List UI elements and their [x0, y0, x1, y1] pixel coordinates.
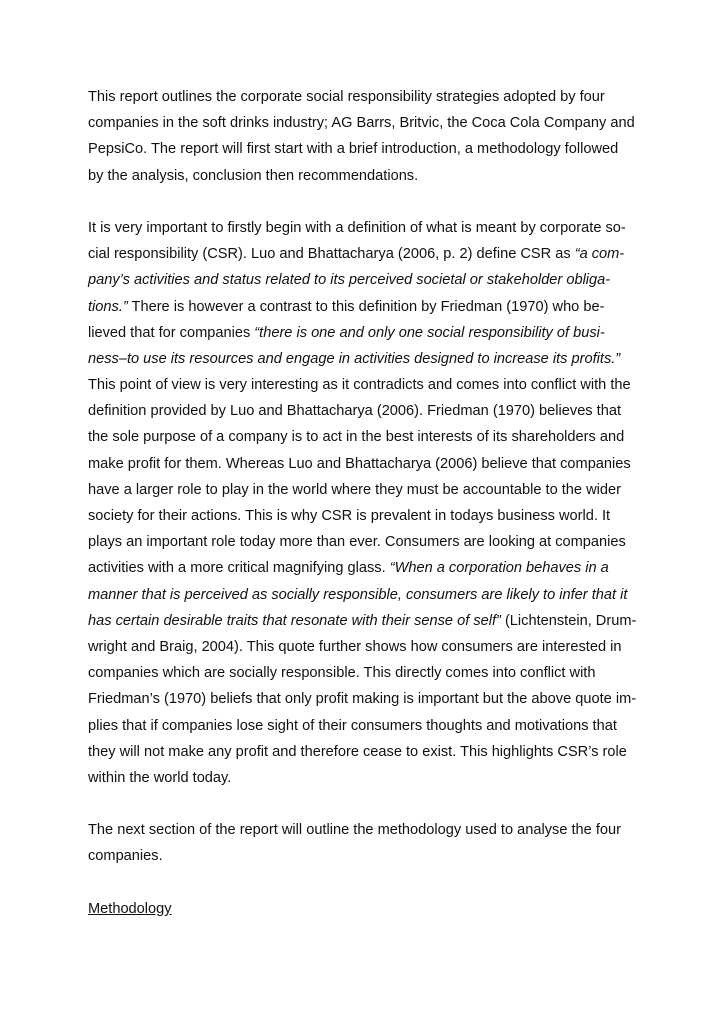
text-line: [88, 555, 648, 581]
text-line: by the analysis, conclusion then recommendations.: [88, 167, 419, 184]
document-body: [88, 84, 648, 922]
text-line: wright and Braig, 2004). This quote further shows how consumers are interested in: [88, 638, 622, 655]
quote-text: tions.”: [88, 298, 128, 315]
paragraph-next-section: [88, 817, 648, 869]
text-line: make profit for them. Whereas Luo and Bhattacharya (2006) believe that companies: [88, 455, 631, 472]
quote-text: “When a corporation behaves in a: [389, 560, 609, 577]
quote-text: “a com-: [574, 246, 625, 263]
text-line: the sole purpose of a company is to act in the best interests of its shareholders and: [88, 429, 625, 446]
text-line: This point of view is very interesting as it contradicts and comes into conflict with the: [88, 377, 631, 394]
text-line: they will not make any profit and therefore cease to exist. This highlights CSR’s role: [88, 743, 627, 760]
text-line: have a larger role to play in the world where they must be accountable to the wider: [88, 481, 621, 498]
text-run: lieved that for companies: [88, 324, 255, 341]
text-line: [88, 608, 648, 634]
text-line: companies which are socially responsible. This directly comes into conflict with: [88, 665, 596, 682]
text-line: The next section of the report will outline the methodology used to analyse the four: [88, 822, 621, 839]
text-line: [88, 241, 648, 267]
section-heading-methodology: Methodology: [88, 900, 172, 917]
text-run: activities with a more critical magnifying glass.: [88, 560, 390, 577]
paragraph-csr-definition: [88, 215, 648, 791]
text-line: [88, 294, 648, 320]
paragraph-gap: [88, 791, 648, 817]
quote-text: manner that is perceived as socially responsible, consumers are likely to infer that it: [88, 586, 628, 603]
text-line: plays an important role today more than ever. Consumers are looking at companies: [88, 534, 626, 551]
quote-text: ness–to use its resources and engage in activities designed to increase its profits.”: [88, 350, 621, 367]
text-line: Friedman’s (1970) beliefs that only profit making is important but the above quote im-: [88, 691, 637, 708]
paragraph-gap: [88, 870, 648, 896]
text-line: companies in the soft drinks industry; AG Barrs, Britvic, the Coca Cola Company and: [88, 115, 635, 132]
text-run: cial responsibility (CSR). Luo and Bhattacharya (2006, p. 2) define CSR as: [88, 246, 575, 263]
text-line: This report outlines the corporate social responsibility strategies adopted by four: [88, 89, 605, 105]
text-line: plies that if companies lose sight of their consumers thoughts and motivations that: [88, 717, 617, 734]
text-line: within the world today.: [88, 769, 232, 786]
text-line: companies.: [88, 848, 163, 865]
quote-text: pany’s activities and status related to its perceived societal or stakeholder obliga-: [88, 272, 611, 289]
text-line: PepsiCo. The report will first start with a brief introduction, a methodology followed: [88, 141, 619, 158]
text-run: There is however a contrast to this definition by Friedman (1970) who be-: [127, 298, 605, 315]
paragraph-introduction: [88, 84, 648, 189]
text-line: [88, 320, 648, 346]
paragraph-gap: [88, 189, 648, 215]
text-line: society for their actions. This is why CSR is prevalent in todays business world. It: [88, 508, 611, 524]
quote-text: has certain desirable traits that resonate with their sense of self”: [88, 612, 501, 629]
text-run: (Lichtenstein, Drum-: [500, 612, 637, 629]
text-line: It is very important to firstly begin with a definition of what is meant by corporate so-: [88, 219, 626, 236]
text-line: definition provided by Luo and Bhattacharya (2006). Friedman (1970) believes that: [88, 403, 621, 420]
quote-text: “there is one and only one social responsibility of busi-: [254, 324, 605, 341]
